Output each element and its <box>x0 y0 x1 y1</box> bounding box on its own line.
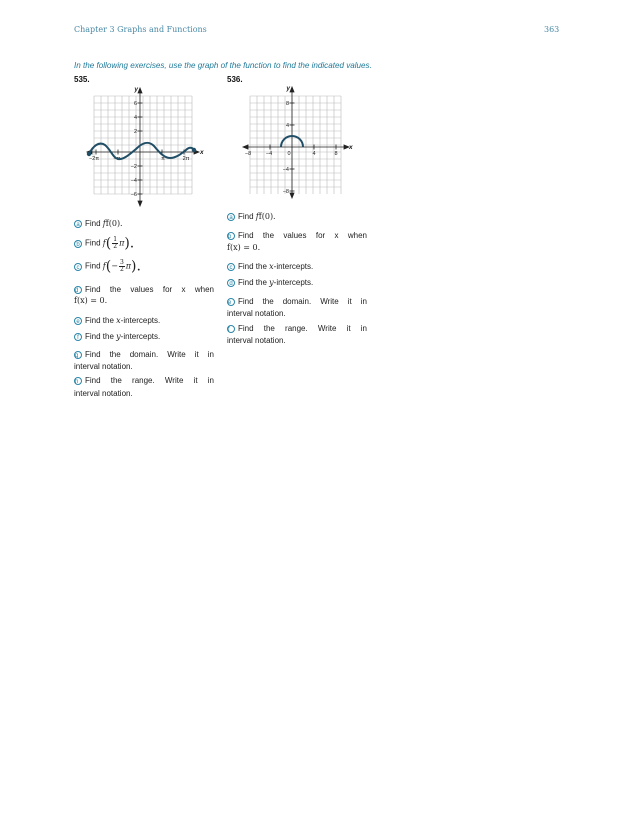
question-535-d-math: f(x) = 0. <box>74 296 108 305</box>
question-536-a: a Find ff(0). <box>227 212 367 222</box>
axes-536 <box>243 87 349 198</box>
math-expression: ff(0). <box>255 212 276 221</box>
letter-badge: c <box>227 263 235 271</box>
x-tick-label: −π <box>113 156 121 162</box>
x-axis-label-536: x <box>349 144 353 151</box>
y-tick-label: −2 <box>130 164 137 170</box>
y-tick-label: 2 <box>133 129 137 135</box>
letter-badge: d <box>74 286 82 294</box>
x-tick-label: −2π <box>88 156 100 162</box>
question-535-f: f Find the y-intercepts. <box>74 332 214 342</box>
graph-536 <box>238 84 356 200</box>
letter-badge: a <box>74 220 82 228</box>
math-expression: ff(0). <box>102 219 123 228</box>
fraction: $\frac{1}{2}$ <box>113 236 118 250</box>
question-535-d: d Find the values for x when <box>75 285 214 294</box>
y-tick-label: −6 <box>130 192 137 198</box>
question-535-h: h Find the range. Write it in <box>75 376 214 385</box>
x-tick-label: 8 <box>334 151 338 157</box>
question-536-d: d Find the y-intercepts. <box>227 278 367 288</box>
y-tick-label: 4 <box>285 123 289 129</box>
question-535-a: a Find ff(0). <box>74 219 214 229</box>
endpoint-dot <box>87 152 91 156</box>
letter-badge: e <box>227 298 235 306</box>
question-535-c: c Find f(− $\frac{3}{2}$ π). <box>74 260 214 273</box>
question-536-e: e Find the domain. Write it in <box>228 297 367 306</box>
question-535-e: e Find the x-intercepts. <box>74 316 214 326</box>
x-tick-label: 2π <box>182 156 190 162</box>
y-tick-label: 4 <box>133 115 137 121</box>
instructions: In the following exercises, use the graph of the function to find the indicated values. <box>74 61 372 70</box>
grid-535 <box>94 96 192 194</box>
y-tick-label: 6 <box>133 101 137 107</box>
question-536-f: f Find the range. Write it in <box>228 324 367 333</box>
x-tick-label: −4 <box>265 151 273 157</box>
fraction: $\frac{3}{2}$ <box>119 259 124 273</box>
exercise-number-536: 536. <box>227 75 243 84</box>
y-tick-label: −4 <box>282 167 289 173</box>
question-536-c: c Find the x-intercepts. <box>227 262 367 272</box>
y-tick-label: −8 <box>282 189 289 195</box>
y-tick-label: 8 <box>285 101 289 107</box>
question-535-g: g Find the domain. Write it in <box>75 350 214 359</box>
letter-badge: g <box>74 351 82 359</box>
x-tick-label: 4 <box>312 151 316 157</box>
question-536-b: b Find the values for x when <box>228 231 367 240</box>
endpoint-dot <box>192 148 196 152</box>
page-number: 363 <box>544 25 560 34</box>
letter-badge: e <box>74 317 82 325</box>
letter-badge: h <box>74 377 82 385</box>
question-536-f-line2: interval notation. <box>227 336 286 345</box>
graph-535 <box>82 84 207 209</box>
y-axis-label-536: y <box>286 85 290 92</box>
question-536-e-line2: interval notation. <box>227 309 286 318</box>
x-axis-label-535: x <box>200 149 204 156</box>
chapter-header: Chapter 3 Graphs and Functions <box>74 25 207 34</box>
letter-badge: c <box>74 263 82 271</box>
y-tick-label: −4 <box>130 178 137 184</box>
question-535-h-line2: interval notation. <box>74 389 133 398</box>
letter-badge: b <box>74 240 82 248</box>
x-tick-label: π <box>161 156 165 162</box>
letter-badge: d <box>227 279 235 287</box>
letter-badge: b <box>227 232 235 240</box>
letter-badge: f <box>227 325 235 333</box>
exercise-number-535: 535. <box>74 75 90 84</box>
question-536-b-math: f(x) = 0. <box>227 243 261 252</box>
letter-badge: a <box>227 213 235 221</box>
letter-badge: f <box>74 333 82 341</box>
y-axis-label-535: y <box>134 86 138 93</box>
x-tick-label: −8 <box>244 151 252 157</box>
question-535-g-line2: interval notation. <box>74 362 133 371</box>
grid-536 <box>250 96 341 194</box>
question-535-b: b Find f( $\frac{1}{2}$ π). <box>74 237 214 250</box>
x-tick-label: 0 <box>287 151 291 157</box>
